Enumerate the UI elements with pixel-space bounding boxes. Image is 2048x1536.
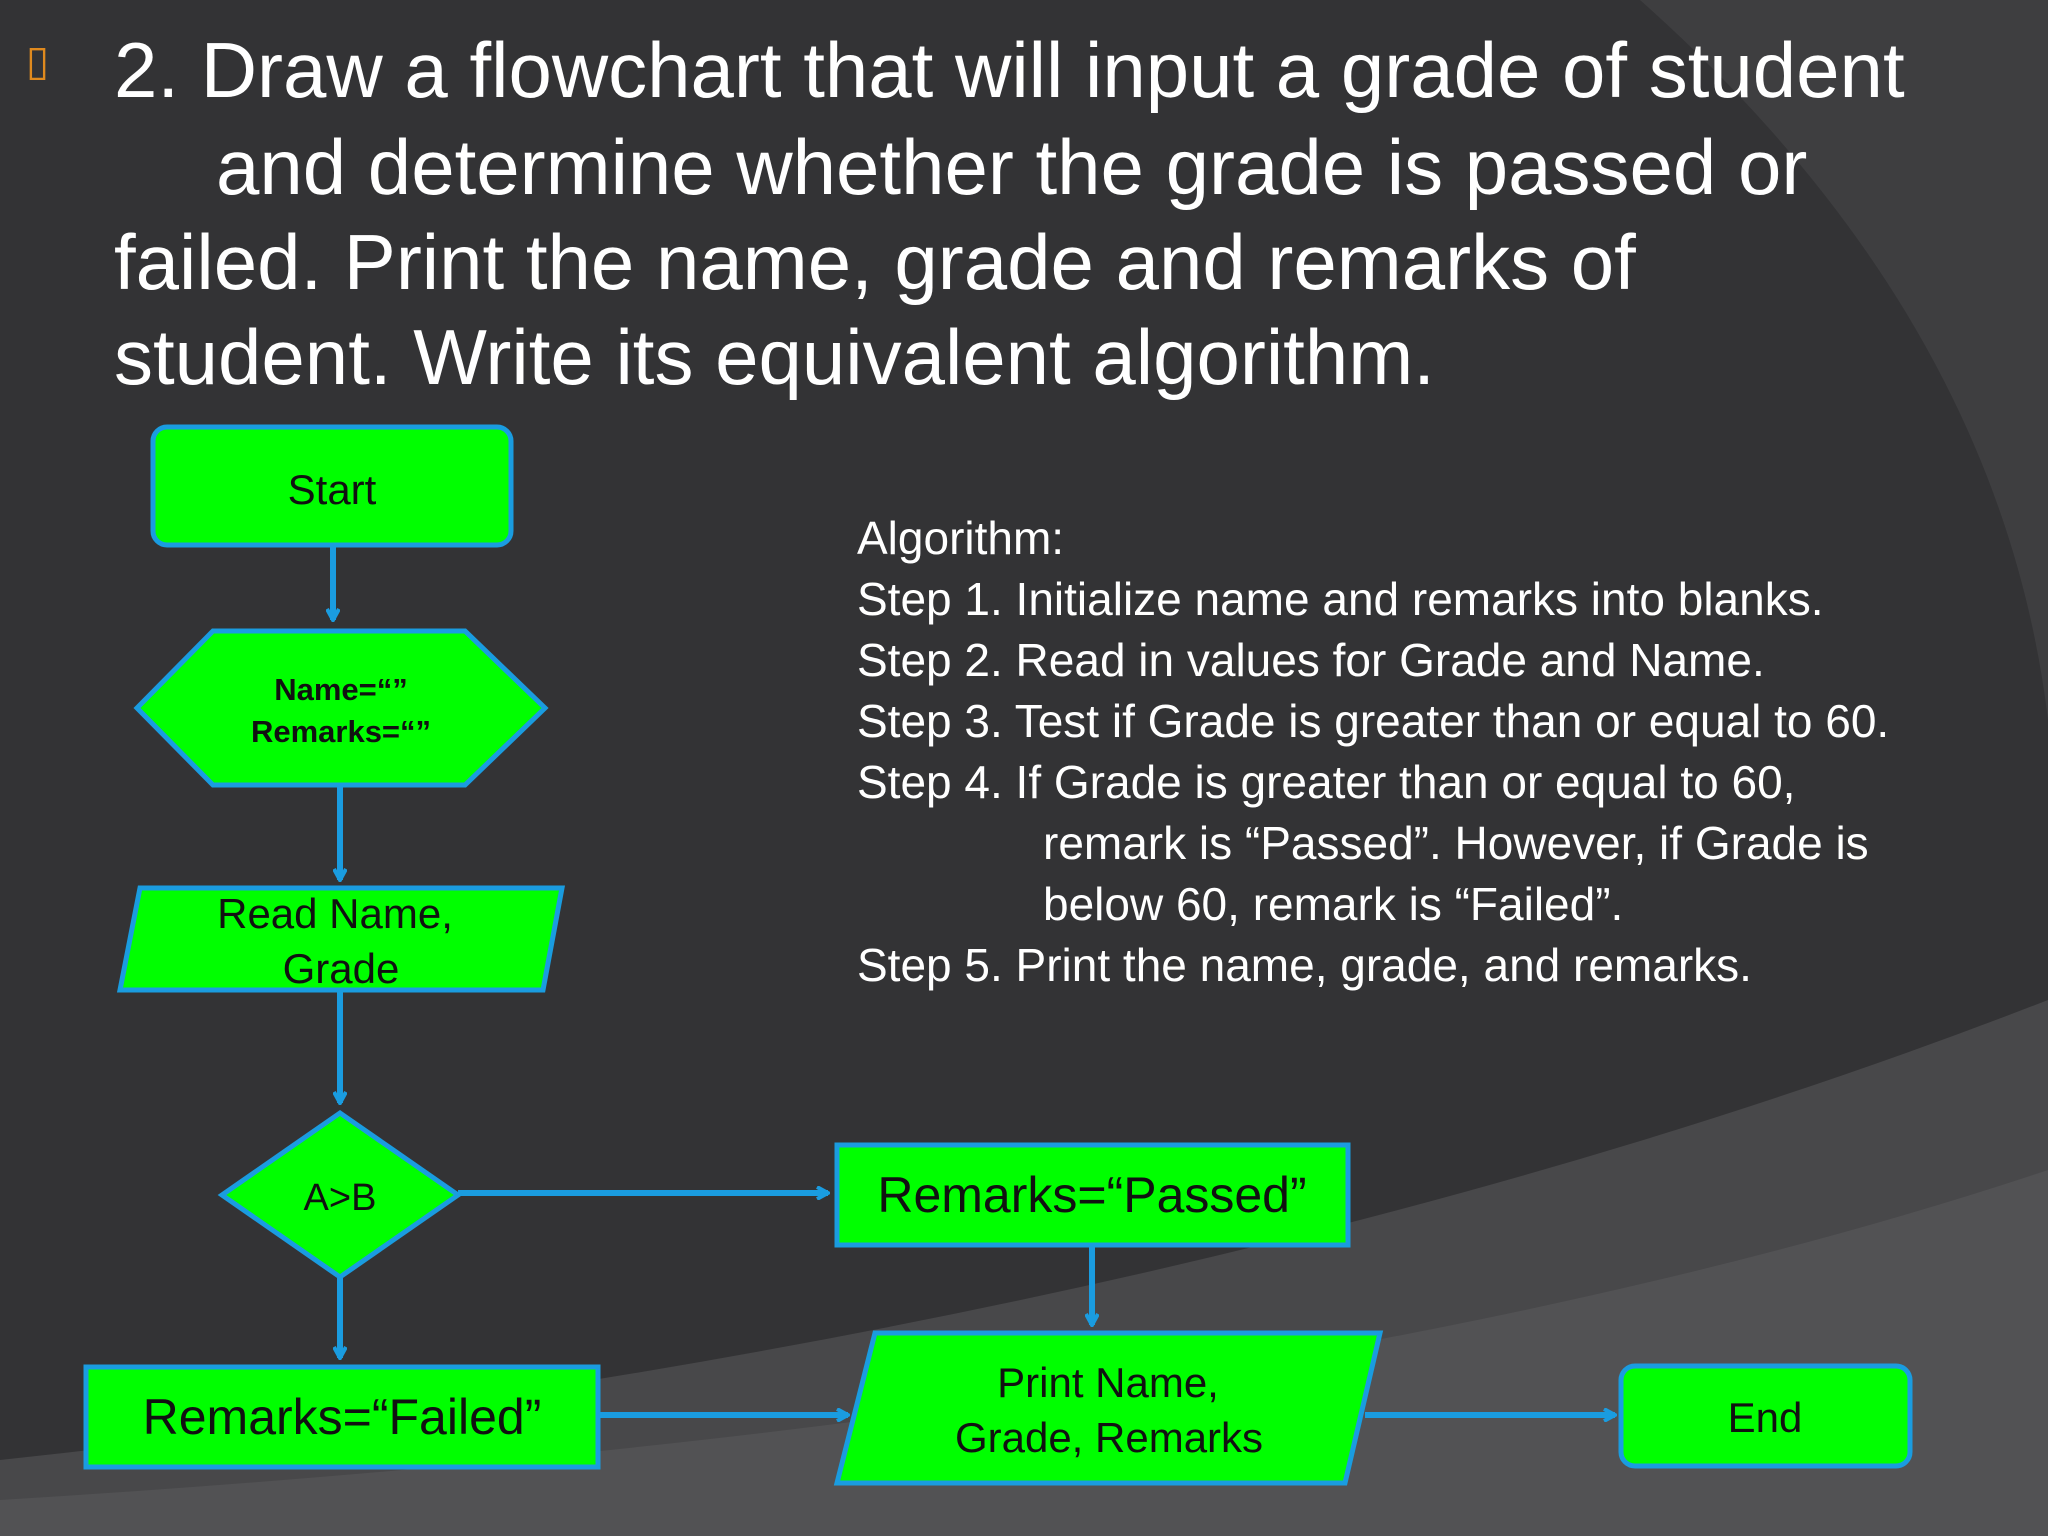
bullet-icon: ▯	[26, 36, 50, 85]
read-label-line-2: Grade	[282, 945, 400, 992]
slide-title-line-4: student. Write its equivalent algorithm.	[114, 313, 1435, 401]
slide-title-line-2: and determine whether the grade is passed or	[216, 123, 1808, 211]
print-label-line-2: Grade, Remarks	[954, 1414, 1264, 1461]
init-hexagon	[137, 631, 545, 785]
passed-label: Remarks=“Passed”	[877, 1167, 1307, 1223]
algorithm-step-5: Step 5. Print the name, grade, and remarks.	[857, 939, 1752, 991]
algorithm-step-1: Step 1. Initialize name and remarks into blanks.	[857, 573, 1824, 625]
read-label-line-1: Read Name,	[217, 890, 453, 937]
init-label-line-1: Name=“”	[274, 672, 408, 707]
slide-title-line-3: failed. Print the name, grade and remarks of	[114, 218, 1636, 306]
start-label: Start	[287, 466, 377, 513]
failed-label: Remarks=“Failed”	[142, 1389, 542, 1445]
decision-label: A>B	[303, 1177, 377, 1219]
algorithm-step-4-line-2: remark is “Passed”. However, if Grade is	[1043, 817, 1869, 869]
algorithm-step-4-line-1: Step 4. If Grade is greater than or equal to 60,	[857, 756, 1796, 808]
init-label-line-2: Remarks=“”	[250, 714, 432, 749]
algorithm-heading: Algorithm:	[857, 512, 1065, 564]
slide-title-line-1: 2. Draw a flowchart that will input a grade of student	[114, 26, 1905, 114]
algorithm-step-4-line-3: below 60, remark is “Failed”.	[1043, 878, 1624, 930]
algorithm-step-3: Step 3. Test if Grade is greater than or equal to 60.	[857, 695, 1890, 747]
algorithm-step-2: Step 2. Read in values for Grade and Name.	[857, 634, 1765, 686]
end-label: End	[1727, 1394, 1803, 1441]
print-label-line-1: Print Name,	[997, 1359, 1219, 1406]
algorithm-text	[857, 508, 1889, 996]
